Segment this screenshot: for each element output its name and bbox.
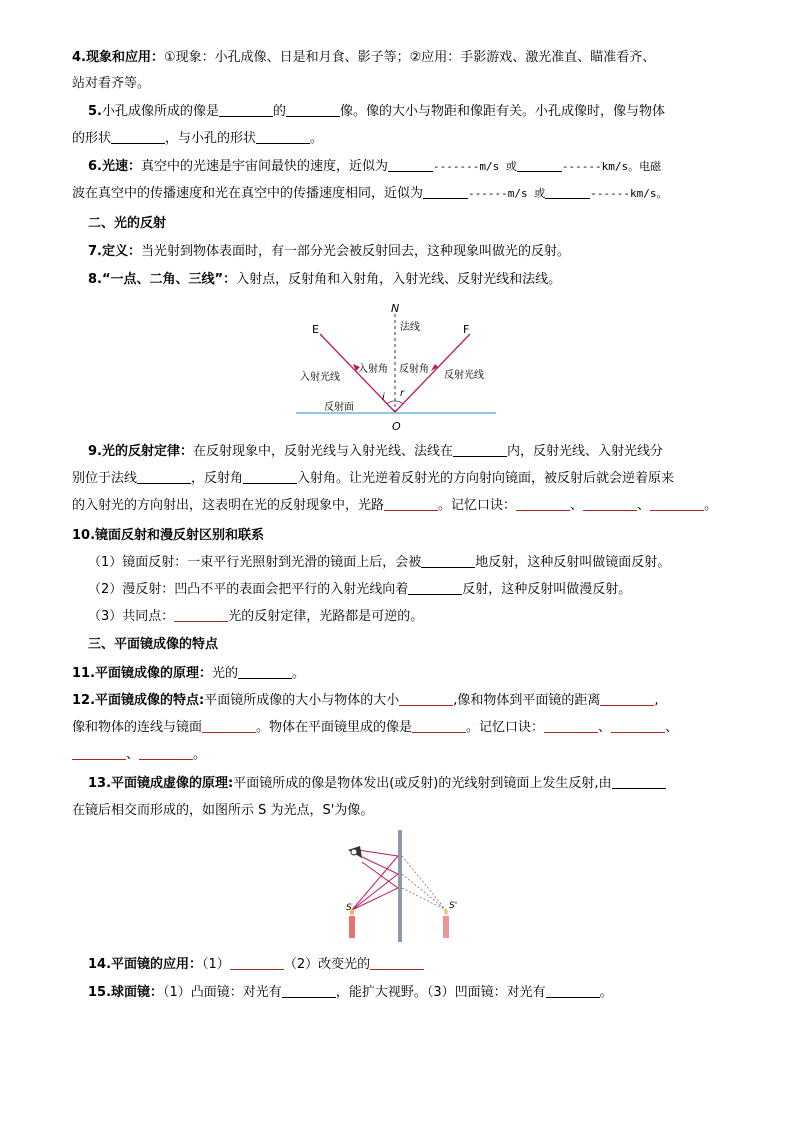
item-4-title: 4.现象和应用：	[72, 50, 164, 65]
item-15	[88, 981, 748, 1005]
item-15-title: 15.球面镜：	[88, 985, 164, 1000]
item-13-text: 平面镜所成的像是物体发出(或反射)的光线射到镜面上发生反射,由	[233, 776, 612, 791]
label-S: S	[346, 903, 352, 913]
item-12	[72, 689, 732, 713]
blank[interactable]	[230, 955, 284, 970]
item-15-text: （1）凸面镜：对光有	[163, 985, 282, 1000]
blank[interactable]	[256, 129, 310, 144]
item-6-title: 6.光速：	[88, 159, 141, 174]
item-6-cont	[72, 182, 732, 206]
blank[interactable]	[516, 496, 570, 511]
item-5	[88, 100, 748, 124]
label-i: i	[382, 392, 385, 403]
blank[interactable]	[611, 718, 665, 733]
blank[interactable]	[202, 718, 256, 733]
item-9-text: 的入射光的方向射出，这表明在光的反射现象中，光路	[72, 498, 385, 513]
item-12-text: 。物体在平面镜里成的像是	[256, 720, 413, 735]
item-14-text: （1）	[202, 957, 230, 972]
separator: 、	[570, 498, 584, 513]
item-6-text: 波在真空中的传播速度和光在真空中的传播速度相同，近似为	[72, 186, 424, 201]
mirror	[398, 830, 402, 942]
item-9-title: 9.光的反射定律：	[88, 444, 193, 459]
reflected-ray	[358, 850, 398, 856]
item-8-text: 入射点，反射角和入射角，入射光线、反射光线和法线。	[236, 272, 562, 287]
item-10-text: （1）镜面反射：一束平行光照射到光滑的镜面上后，会被	[88, 555, 422, 570]
item-15-text: ，能扩大视野。（3）凹面镜：对光有	[335, 985, 546, 1000]
label-reflect-angle: 反射角	[399, 364, 429, 375]
virtual-ray	[402, 874, 446, 910]
item-12-text: 。	[193, 747, 207, 762]
item-9-cont-2	[72, 494, 732, 518]
item-9-text: 在反射现象中，反射光线与入射光线、法线在	[192, 444, 453, 459]
item-4-text-2: 站对看齐等。	[72, 76, 151, 91]
image-flame-icon	[444, 909, 448, 915]
item-10-text: （2）漫反射：凹凸不平的表面会把平行的入射光线向着	[88, 582, 409, 597]
label-reflected-ray: 反射光线	[444, 370, 484, 381]
plane-mirror-diagram	[340, 828, 470, 946]
blank[interactable]	[399, 691, 453, 706]
blank[interactable]	[137, 469, 191, 484]
blank[interactable]	[370, 955, 424, 970]
item-5-cont	[72, 127, 732, 151]
label-incident-ray: 入射光线	[300, 372, 340, 383]
blank[interactable]	[111, 129, 165, 144]
item-12-text: 。记忆口诀：	[466, 720, 545, 735]
item-7-title: 7.定义：	[88, 244, 141, 259]
label-incident-angle: 入射角	[358, 364, 388, 375]
item-9-text: 别位于法线	[72, 471, 138, 486]
item-12-title: 12.平面镜成像的特点:	[72, 693, 205, 708]
item-10-2	[88, 578, 748, 602]
blank[interactable]	[517, 157, 562, 172]
item-6-unit: -------m/s 或	[433, 160, 517, 173]
item-10-1	[88, 551, 748, 575]
blank[interactable]	[238, 664, 292, 679]
blank[interactable]	[583, 496, 637, 511]
item-5-text: ，与小孔的形状	[165, 131, 257, 146]
item-12-cont	[72, 716, 732, 740]
item-14	[88, 953, 748, 977]
ray	[352, 888, 398, 910]
item-6-text: 真空中的光速是宇宙间最快的速度，近似为	[140, 159, 388, 174]
item-12-text: ,像和物体到平面镜的距离	[453, 693, 601, 708]
item-7-text: 当光射到物体表面时，有一部分光会被反射回去，这种现象叫做光的反射。	[140, 244, 570, 259]
label-E: E	[312, 323, 319, 336]
blank[interactable]	[544, 718, 598, 733]
item-9-text: 。记忆口诀：	[438, 498, 517, 513]
item-10-3	[88, 605, 748, 629]
item-9-text: 。	[704, 498, 718, 513]
item-14-text: （2）改变光的	[283, 957, 371, 972]
item-14-title: 14.平面镜的应用：	[88, 957, 203, 972]
label-S-prime: S'	[449, 901, 458, 911]
label-r: r	[400, 388, 405, 399]
section-heading-plane-mirror: 三、平面镜成像的特点	[88, 637, 219, 652]
blank[interactable]	[423, 184, 468, 199]
blank[interactable]	[243, 469, 297, 484]
item-6	[88, 155, 748, 179]
blank[interactable]	[650, 496, 704, 511]
item-13-cont	[72, 799, 732, 823]
ray	[352, 874, 398, 910]
item-4-text: ①现象：小孔成像、日是和月食、影子等；②应用：手影游戏、激光准直、瞄准看齐、	[163, 50, 656, 65]
item-6-unit: ------m/s 或	[468, 187, 546, 200]
item-4	[72, 46, 732, 70]
eye-pupil-icon	[351, 849, 357, 855]
blank[interactable]	[139, 745, 193, 760]
label-F: F	[463, 323, 470, 336]
label-N: N	[391, 302, 400, 315]
item-13	[88, 772, 748, 796]
item-9	[88, 440, 748, 464]
item-12-text: 平面镜所成像的大小与物体的大小	[204, 693, 400, 708]
separator: 、	[126, 747, 140, 762]
item-9-cont	[72, 467, 732, 491]
item-9-text: 入射角。让光逆着反射光的方向射向镜面，被反射后就会逆着原来	[297, 471, 675, 486]
blank[interactable]	[388, 157, 433, 172]
item-5-text: 。	[310, 131, 324, 146]
item-8	[88, 268, 748, 292]
blank[interactable]	[384, 496, 438, 511]
blank[interactable]	[286, 102, 340, 117]
item-10-text: 反射，这种反射叫做漫反射。	[462, 582, 632, 597]
item-10-text: （3）共同点：	[88, 609, 175, 624]
item-5-text: 的	[273, 104, 287, 119]
item-10-title: 10.镜面反射和漫反射区别和联系	[72, 528, 265, 543]
item-5-num: 5.	[88, 104, 102, 119]
item-11-text: 光的	[212, 666, 239, 681]
item-13-title: 13.平面镜成虚像的原理:	[88, 776, 234, 791]
item-12-text: 像和物体的连线与镜面	[72, 720, 203, 735]
blank[interactable]	[600, 691, 654, 706]
blank[interactable]	[546, 983, 600, 998]
section-heading-reflection: 二、光的反射	[88, 216, 167, 231]
item-5-text: 的形状	[72, 131, 112, 146]
item-15-text: 。	[599, 985, 613, 1000]
label-surface: 反射面	[324, 402, 354, 413]
candle-icon	[349, 916, 355, 938]
reflected-arrow	[431, 364, 438, 371]
item-9-text: 内，反射光线、入射光线分	[507, 444, 664, 459]
item-7	[88, 240, 748, 264]
item-11-title: 11.平面镜成像的原理：	[72, 666, 213, 681]
blank[interactable]	[219, 102, 273, 117]
item-13-text: 在镜后相交而形成的，如图所示 S 为光点，S'为像。	[72, 803, 374, 818]
separator: 、	[598, 720, 612, 735]
virtual-ray	[402, 888, 446, 910]
item-6-unit: ------km/s。	[590, 187, 668, 200]
blank[interactable]	[174, 607, 228, 622]
blank[interactable]	[545, 184, 590, 199]
item-11	[72, 662, 732, 686]
candle-image-icon	[443, 916, 449, 938]
virtual-ray	[402, 856, 446, 910]
item-5-text: 像。像的大小与物距和像距有关。小孔成像时，像与物体	[340, 104, 666, 119]
blank[interactable]	[282, 983, 336, 998]
angle-arc	[387, 401, 403, 404]
reflection-diagram	[292, 300, 504, 432]
blank[interactable]	[72, 745, 126, 760]
blank[interactable]	[421, 553, 475, 568]
item-12-cont-2	[72, 743, 732, 767]
blank[interactable]	[408, 580, 462, 595]
item-4-cont	[72, 72, 732, 96]
item-8-title: 8.“一点、二角、三线”：	[88, 272, 237, 287]
item-11-text: 。	[292, 666, 306, 681]
blank[interactable]	[412, 718, 466, 733]
blank[interactable]	[453, 442, 507, 457]
separator: 、	[637, 498, 651, 513]
item-10-text: 光的反射定律，光路都是可逆的。	[228, 609, 424, 624]
item-5-text: 小孔成像所成的像是	[101, 104, 219, 119]
blank[interactable]	[612, 774, 666, 789]
label-O: O	[392, 420, 401, 432]
separator: 、	[665, 720, 679, 735]
item-12-text: ,	[654, 693, 659, 708]
item-10-text: 地反射，这种反射叫做镜面反射。	[475, 555, 671, 570]
item-6-unit: ------km/s。电磁	[561, 160, 662, 173]
label-normal: 法线	[400, 322, 420, 333]
item-9-text: ，反射角	[191, 471, 244, 486]
